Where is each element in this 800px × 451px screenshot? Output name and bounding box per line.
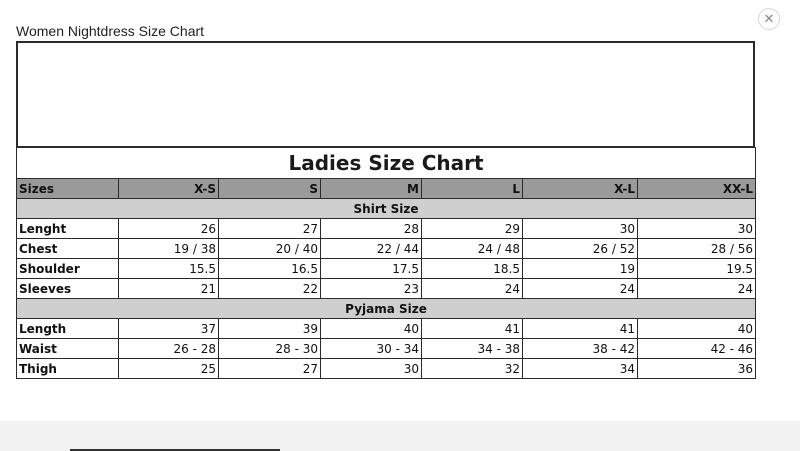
table-cell: 37 xyxy=(119,319,219,339)
table-row xyxy=(17,319,756,339)
table-cell: 28 - 30 xyxy=(219,339,321,359)
row-label: Length xyxy=(17,319,119,339)
table-cell: 30 xyxy=(638,219,756,239)
size-chart-table xyxy=(16,147,756,379)
column-header: Sizes xyxy=(17,179,119,199)
table-cell: 41 xyxy=(422,319,523,339)
table-cell: 27 xyxy=(219,359,321,379)
table-cell: 21 xyxy=(119,279,219,299)
table-cell: 28 / 56 xyxy=(638,239,756,259)
table-cell: 36 xyxy=(638,359,756,379)
table-cell: 25 xyxy=(119,359,219,379)
chart-blank-area xyxy=(16,41,755,148)
section-row xyxy=(17,199,756,219)
column-header: XX-L xyxy=(638,179,756,199)
size-chart-image xyxy=(16,41,755,390)
column-header: M xyxy=(321,179,422,199)
table-cell: 24 / 48 xyxy=(422,239,523,259)
row-label: Lenght xyxy=(17,219,119,239)
table-cell: 41 xyxy=(523,319,638,339)
column-header: S xyxy=(219,179,321,199)
column-header: X-S xyxy=(119,179,219,199)
table-cell: 30 xyxy=(321,359,422,379)
table-cell: 17.5 xyxy=(321,259,422,279)
column-header: L xyxy=(422,179,523,199)
close-icon: ✕ xyxy=(763,11,775,27)
section-title: Pyjama Size xyxy=(17,299,756,319)
section-title: Shirt Size xyxy=(17,199,756,219)
chart-caption: Ladies Size Chart xyxy=(17,148,756,179)
table-cell: 24 xyxy=(523,279,638,299)
table-row xyxy=(17,239,756,259)
table-row xyxy=(17,259,756,279)
table-cell: 23 xyxy=(321,279,422,299)
column-header: X-L xyxy=(523,179,638,199)
table-cell: 40 xyxy=(638,319,756,339)
table-cell: 22 / 44 xyxy=(321,239,422,259)
table-cell: 30 - 34 xyxy=(321,339,422,359)
modal-title: Women Nightdress Size Chart xyxy=(16,23,205,39)
row-label: Thigh xyxy=(17,359,119,379)
table-row xyxy=(17,279,756,299)
table-cell: 20 / 40 xyxy=(219,239,321,259)
modal-footer xyxy=(0,421,800,451)
close-button[interactable] xyxy=(758,8,780,30)
table-cell: 34 - 38 xyxy=(422,339,523,359)
table-cell: 26 xyxy=(119,219,219,239)
table-cell: 15.5 xyxy=(119,259,219,279)
table-cell: 39 xyxy=(219,319,321,339)
table-cell: 34 xyxy=(523,359,638,379)
table-cell: 22 xyxy=(219,279,321,299)
table-cell: 26 / 52 xyxy=(523,239,638,259)
table-cell: 19 / 38 xyxy=(119,239,219,259)
table-cell: 32 xyxy=(422,359,523,379)
table-cell: 42 - 46 xyxy=(638,339,756,359)
section-row xyxy=(17,299,756,319)
table-cell: 19 xyxy=(523,259,638,279)
table-cell: 30 xyxy=(523,219,638,239)
row-label: Chest xyxy=(17,239,119,259)
row-label: Sleeves xyxy=(17,279,119,299)
table-cell: 24 xyxy=(422,279,523,299)
row-label: Waist xyxy=(17,339,119,359)
caption-row xyxy=(17,148,756,179)
table-cell: 18.5 xyxy=(422,259,523,279)
table-row xyxy=(17,219,756,239)
table-row xyxy=(17,339,756,359)
table-cell: 38 - 42 xyxy=(523,339,638,359)
table-cell: 40 xyxy=(321,319,422,339)
header-row xyxy=(17,179,756,199)
table-cell: 28 xyxy=(321,219,422,239)
table-cell: 26 - 28 xyxy=(119,339,219,359)
table-cell: 24 xyxy=(638,279,756,299)
table-cell: 29 xyxy=(422,219,523,239)
table-row xyxy=(17,359,756,379)
table-cell: 19.5 xyxy=(638,259,756,279)
row-label: Shoulder xyxy=(17,259,119,279)
table-cell: 16.5 xyxy=(219,259,321,279)
table-cell: 27 xyxy=(219,219,321,239)
